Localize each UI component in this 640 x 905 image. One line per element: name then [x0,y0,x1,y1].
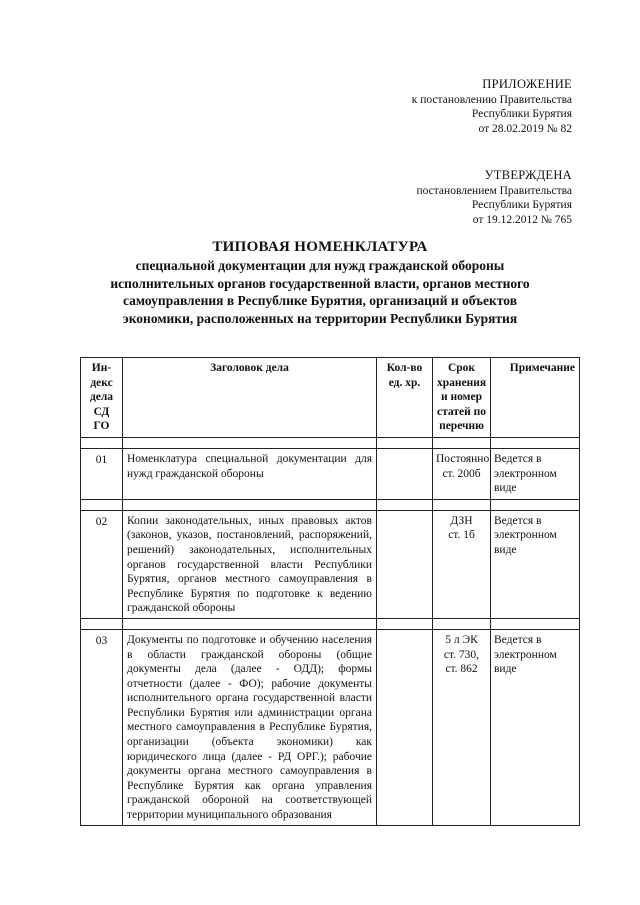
appendix-heading: ПРИЛОЖЕНИЕ [482,77,572,91]
row-term: ДЗН ст. 1б [433,510,491,618]
header-count: Кол-во ед. хр. [377,358,433,438]
table-row [81,510,580,618]
document-title: ТИПОВАЯ НОМЕНКЛАТУРА [212,239,428,255]
row-index: 03 [81,629,123,825]
row-title: Номенклатура специальной документации для нужд гражданской обороны [123,448,377,499]
appendix-block [412,77,572,136]
approval-line: от 19.12.2012 № 765 [472,213,572,226]
header-term: Срок хранения и номер статей по перечню [433,358,491,438]
row-title: Документы по подготовке и обучению населения в области гражданской обороны (общие документы дела (далее - ОДД); формы отчетности (далее - ФО); рабочие документы исполнительного органа государственной власти Республики Бурятия или администрации органа местного самоуправления в Республике Бурятия, организации (объекта экономики) как юридического лица (далее - РД ОРГ.); рабочие документы органа местного самоуправления в Республике Бурятия как органа управления гражданской обороной на соответствующей территории муниципального образования [123,629,377,825]
row-title: Копии законодательных, иных правовых актов (законов, указов, постановлений, распоряжений, решений) законодательных, исполнительных органов государственной власти Республики Бурятия, органов местного самоуправления в Республике Бурятия по подготовке к ведению гражданской обороны [123,510,377,618]
document-title-block [70,238,570,327]
header-index: Ин- декс дела СД ГО [81,358,123,438]
appendix-line: Республики Бурятия [471,108,572,120]
approval-block [416,168,572,227]
table-row [81,448,580,499]
document-subtitle-line: экономики, расположенных на территории Республики Бурятия [122,310,518,326]
nomenclature-table [80,357,580,826]
appendix-line: от 28.02.2019 № 82 [478,122,572,135]
approval-line: Республики Бурятия [471,199,572,211]
row-count [377,448,433,499]
table-row [81,629,580,825]
row-index: 02 [81,510,123,618]
row-index: 01 [81,448,123,499]
table-spacer-row [81,618,580,629]
row-note: Ведется в электронном виде [491,448,580,499]
appendix-line: к постановлению Правительства [411,93,572,106]
header-note: Примечание [491,358,580,438]
header-case-title: Заголовок дела [123,358,377,438]
row-term: 5 л ЭК ст. 730, ст. 862 [433,629,491,825]
row-count [377,629,433,825]
row-note: Ведется в электронном виде [491,510,580,618]
document-subtitle-line: специальной документации для нужд гражданской обороны [135,258,505,273]
row-count [377,510,433,618]
approval-line: постановлением Правительства [416,184,572,197]
row-note: Ведется в электронном виде [491,629,580,825]
row-term: Постоянно ст. 200б [433,448,491,499]
document-subtitle-line: исполнительных органов государственной власти, органов местного [110,275,530,291]
document-subtitle-line: самоуправления в Республике Бурятия, организаций и объектов [123,293,517,308]
table-header-row [81,358,580,438]
table-spacer-row [81,499,580,510]
table-spacer-row [81,437,580,448]
approval-heading: УТВЕРЖДЕНА [484,168,572,182]
